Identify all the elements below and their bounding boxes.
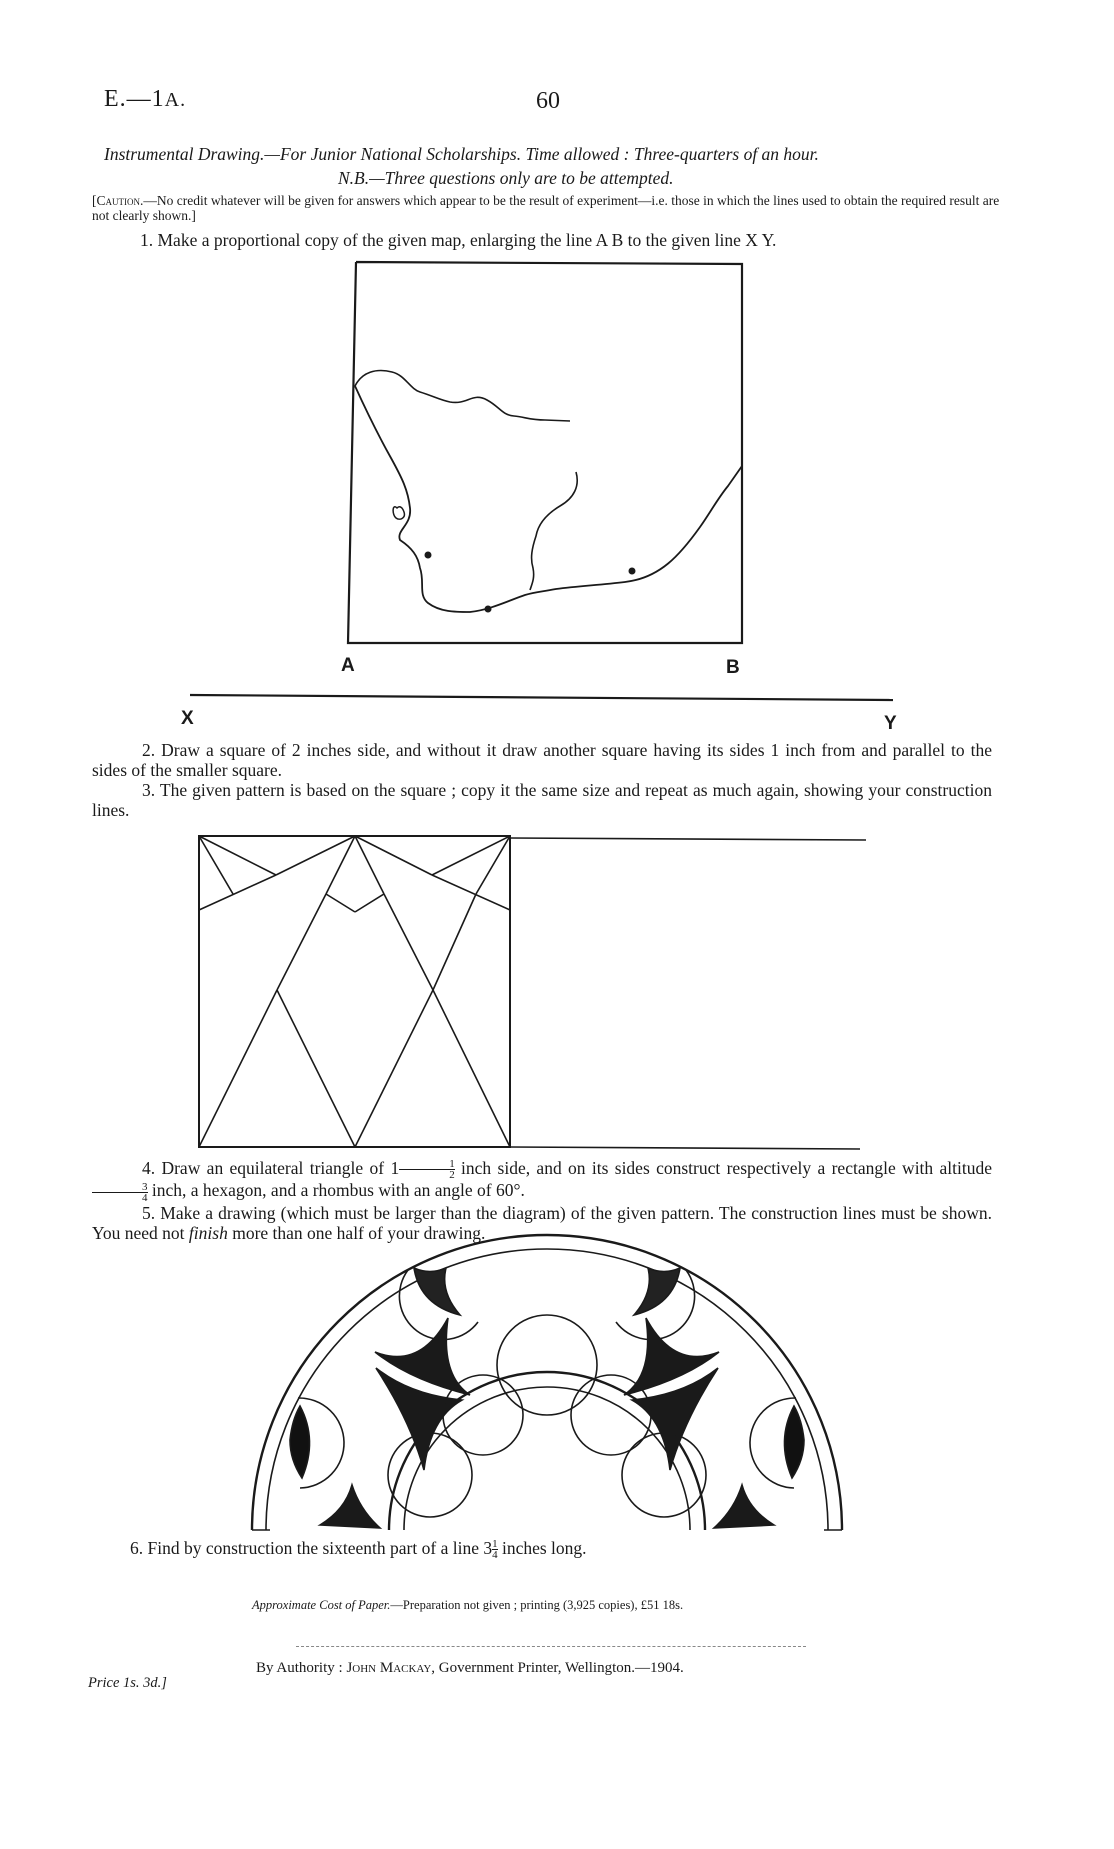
question-2-text: 2. Draw a square of 2 inches side, and without it draw another square having its sides 1 inch from and parallel to the sides of the smaller square. [92,740,992,780]
dark-lune [634,1268,680,1315]
pattern-line [326,836,355,894]
pattern-line [355,836,384,894]
page-number: 60 [536,88,560,114]
q5-emphasis: finish [188,1222,228,1243]
imprint-printer-name: John Mackay [346,1660,432,1676]
outer-arc [252,1235,842,1530]
map-island [393,507,404,519]
caution-text: —No credit whatever will be given for answers which appear to be the result of experiment—i.e. those in which the lines used to obtain the required result are not clearly shown.] [92,193,1000,223]
map-river [530,472,577,590]
map-dot-2 [486,607,491,612]
ring-circle [571,1375,651,1455]
caution-bracket: [ [92,193,97,208]
pattern-line [199,875,276,910]
q4-frac1-den: 2 [449,1169,455,1182]
q4-frac2-den: 4 [142,1191,148,1204]
pattern-square [199,836,510,1147]
nb-instruction: N.B.—Three questions only are to be attempted. [338,168,674,188]
pattern-line [199,990,277,1147]
label-a: A [341,655,355,676]
side-lune [784,1406,804,1478]
pattern-line [277,894,326,990]
cusp-shape [714,1485,774,1528]
pattern-line [355,894,384,912]
cusp-shape [320,1485,380,1528]
pattern-bottom-extension [510,1147,860,1149]
pattern-line [326,894,355,912]
q6-part-a: 6. Find by construction the sixteenth part of a line 3 [130,1538,493,1558]
q4-part-b: inch side, and on its sides construct respectively a rectangle with altitude [454,1158,992,1178]
q6-part-b: inches long. [497,1538,587,1558]
question-1-text: 1. Make a proportional copy of the given map, enlarging the line A B to the given line X Y. [140,230,777,250]
map-frame [348,262,742,643]
ring-circle [497,1315,597,1415]
document-code-prefix: E.—1 [104,86,165,112]
price-note: Price 1s. 3d.] [88,1675,167,1691]
cost-text: —Preparation not given ; printing (3,925 copies), £51 18s. [390,1598,684,1612]
q6-frac-den: 4 [492,1549,498,1562]
document-code-suffix: A. [164,89,187,111]
q4-part-a: 4. Draw an equilateral triangle of 1 [142,1158,400,1178]
pattern-line [433,990,510,1147]
question-3-text: 3. The given pattern is based on the square ; copy it the same size and repeat as much again, showing your construction lines. [92,780,992,820]
q5-part-a: 5. Make a drawing (which must be larger than the diagram) of the given pattern. The construction lines must be shown. You need not [92,1202,992,1243]
side-lune [290,1406,310,1478]
label-b: B [726,657,740,678]
imprint-printer-rest: , Government Printer, Wellington.—1904. [431,1660,684,1676]
xy-line [190,695,893,700]
q4-frac2-num: 3 [92,1182,148,1193]
imprint-by-authority: By Authority : [256,1660,347,1676]
q5-part-b: more than one half of your drawing. [227,1222,486,1243]
label-x: X [181,708,194,729]
pattern-line [277,990,355,1147]
ring-circle [622,1433,706,1517]
map-dot-1 [426,553,431,558]
pattern-line [433,894,476,990]
figure-1-map [190,262,893,700]
ring-circle [388,1433,472,1517]
pattern-line [384,894,433,990]
pattern-line [276,836,355,875]
pattern-top-extension [510,838,866,840]
pattern-line [355,990,433,1147]
ring-circle [443,1375,523,1455]
map-dot-3 [630,569,635,574]
q6-frac-num: 1 [492,1538,498,1551]
cost-label: Approximate Cost of Paper. [252,1598,391,1612]
paper-title: Instrumental Drawing.—For Junior National Scholarships. Time allowed : Three-quarters of an hour. [104,144,819,164]
pattern-line [355,836,432,875]
figure-3-pattern [199,836,866,1149]
caution-label: Caution. [96,193,144,208]
map-north-coast [355,371,570,421]
dark-lune [414,1268,460,1315]
q4-frac1-num: 1 [399,1159,455,1170]
label-y: Y [884,713,897,734]
figure-5-semicircle [252,1235,842,1530]
q4-part-c: inch, a hexagon, and a rhombus with an angle of 60°. [147,1180,525,1201]
